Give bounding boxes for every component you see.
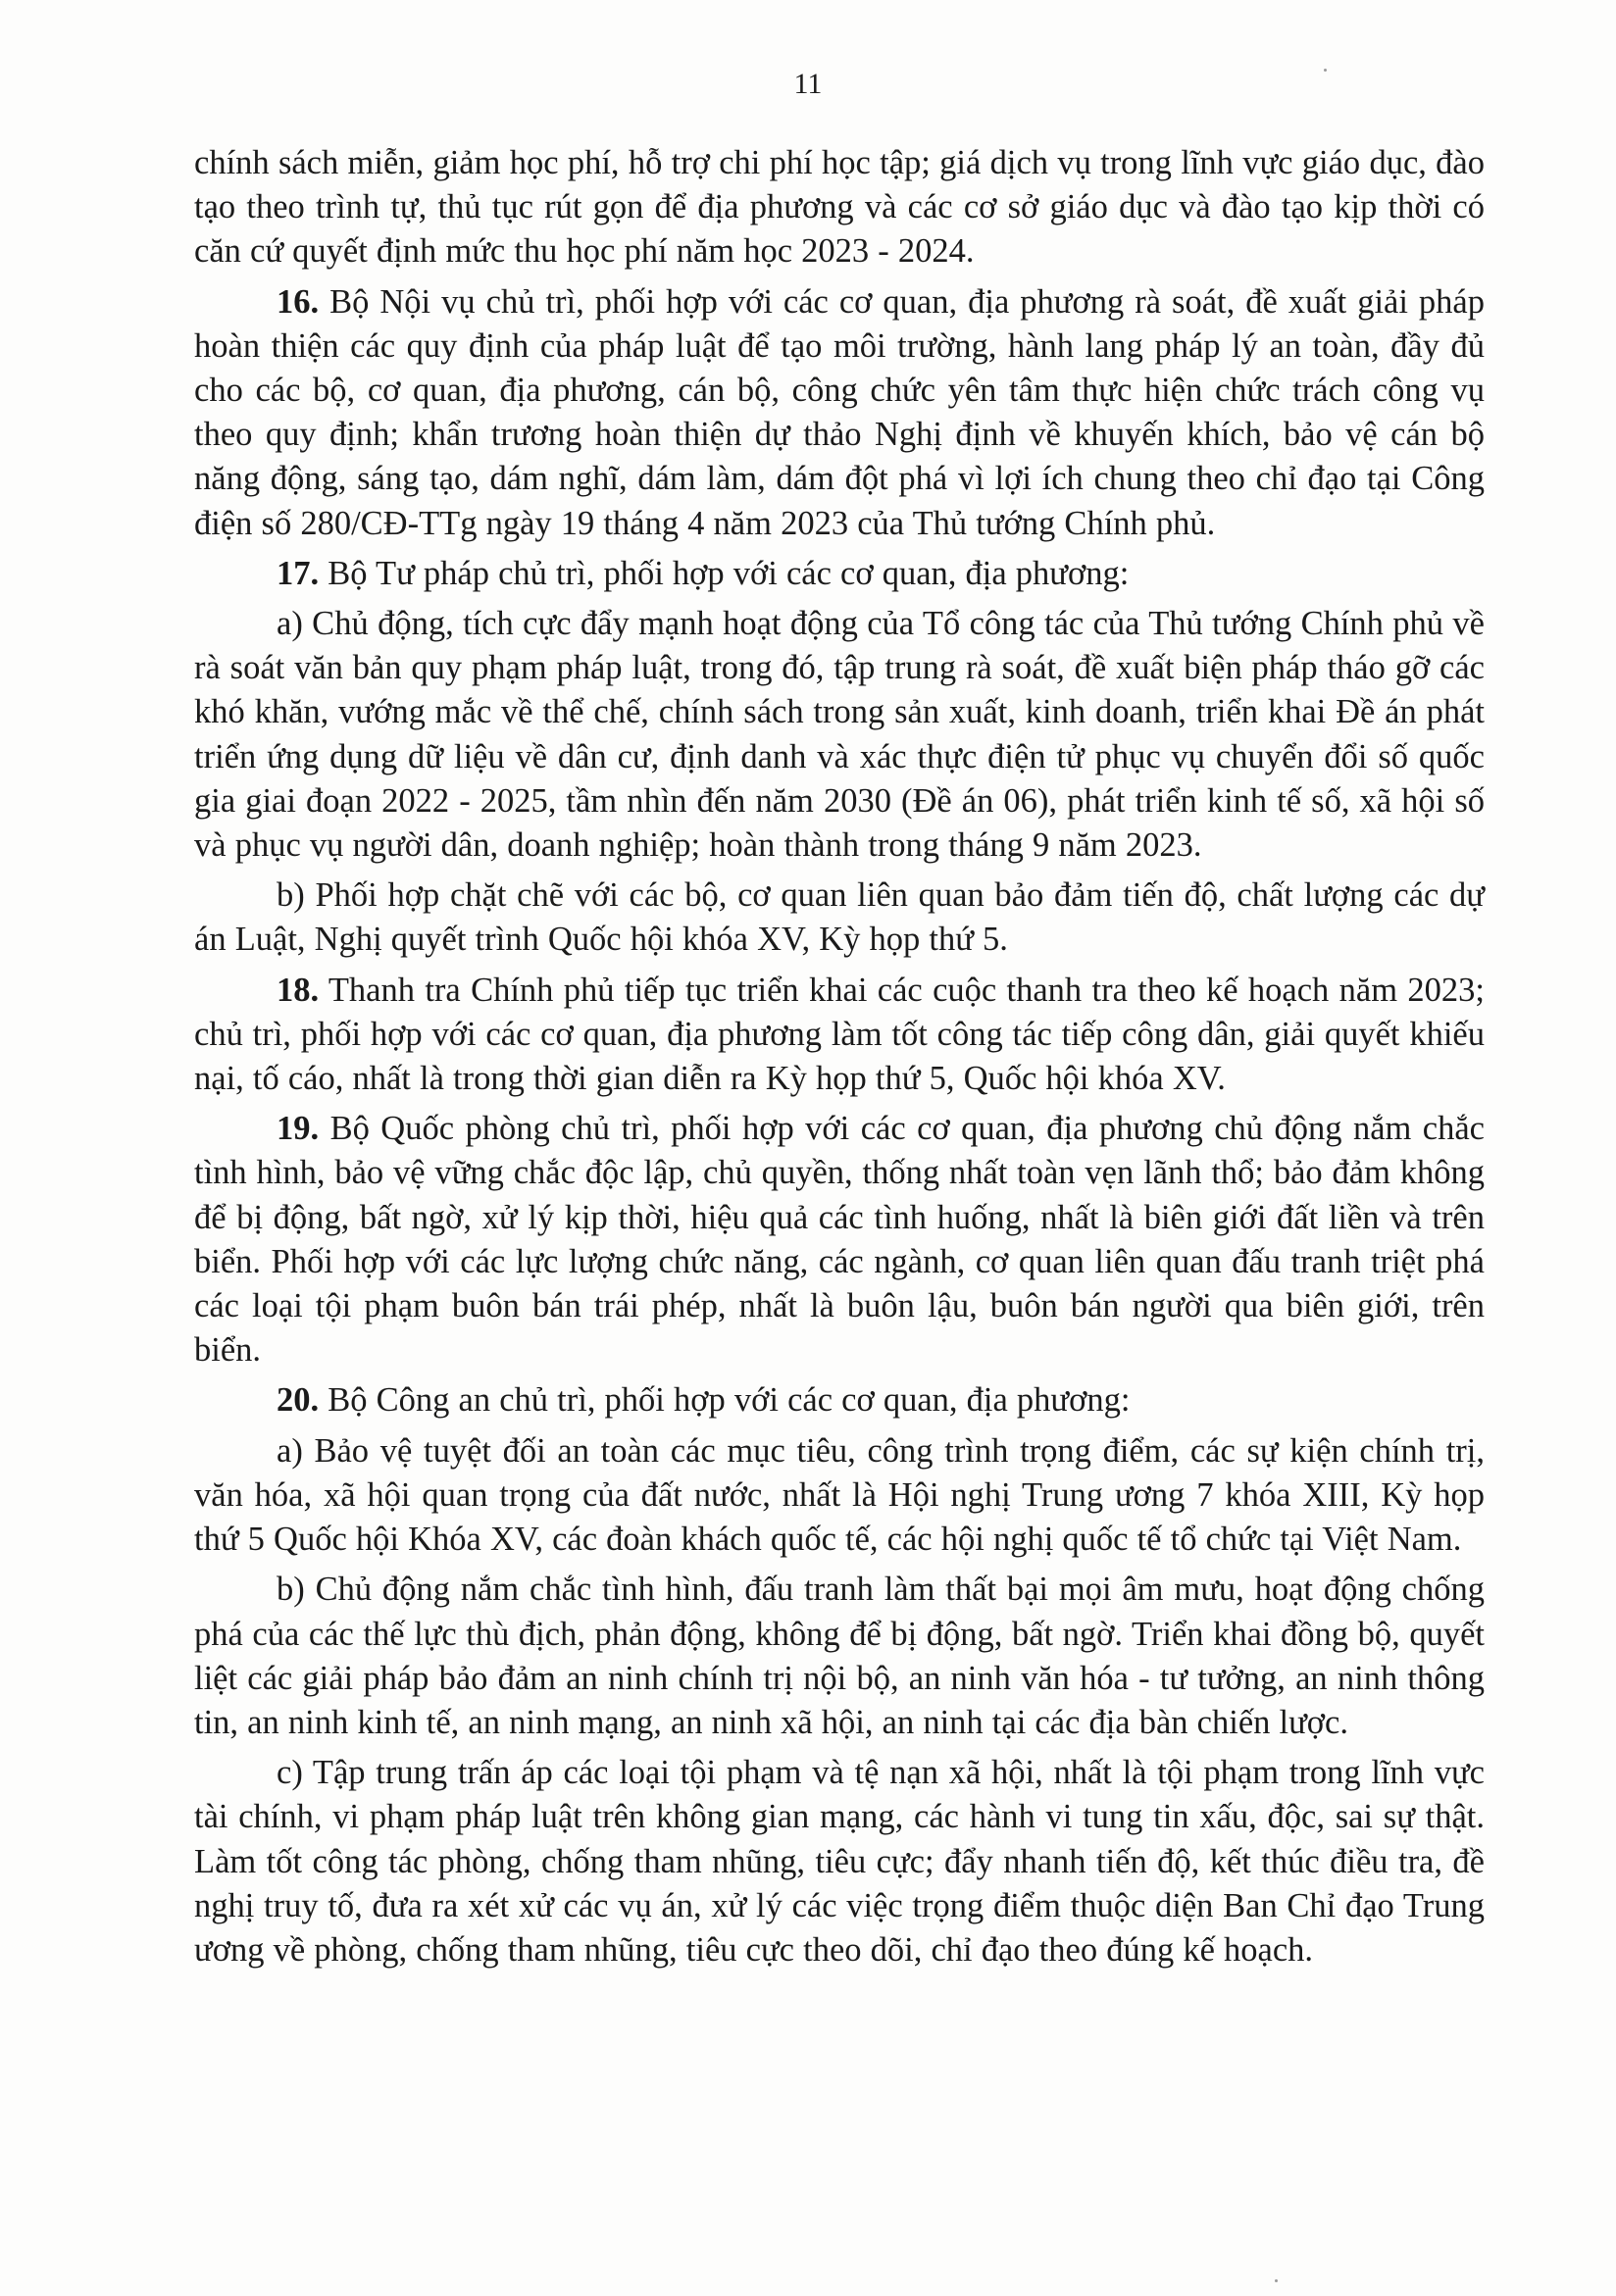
paragraph-item-16: [194, 280, 1485, 546]
paragraph-text: a) Chủ động, tích cực đẩy mạnh hoạt động của Tổ công tác của Thủ tướng Chính phủ về rà soát văn bản quy phạm pháp luật, trong đó, tập trung rà soát, đề xuất biện pháp tháo gỡ các khó khăn, vướng mắc về thể chế, chính sách trong sản xuất, kinh doanh, triển khai Đề án phát triển ứng dụng dữ liệu về dân cư, định danh và xác thực điện tử phục vụ chuyển đổi số quốc gia giai đoạn 2022 - 2025, tầm nhìn đến năm 2030 (Đề án 06), phát triển kinh tế số, xã hội số và phục vụ người dân, doanh nghiệp; hoàn thành trong tháng 9 năm 2023.: [194, 605, 1485, 865]
page-number: 11: [793, 68, 823, 100]
paragraph-item-19: [194, 1107, 1485, 1373]
paragraph-item-17b: [194, 873, 1485, 962]
document-body: [194, 141, 1485, 1972]
item-number: 18.: [277, 971, 320, 1009]
paragraph-item-20b: [194, 1568, 1485, 1745]
paragraph-text: Thanh tra Chính phủ tiếp tục triển khai các cuộc thanh tra theo kế hoạch năm 2023; chủ trì, phối hợp với các cơ quan, địa phương làm tốt công tác tiếp công dân, giải quyết khiếu nại, tố cáo, nhất là trong thời gian diễn ra Kỳ họp thứ 5, Quốc hội khóa XV.: [194, 971, 1485, 1098]
item-number: 17.: [277, 554, 320, 592]
paragraph-item-17a: [194, 602, 1485, 868]
paragraph-text: b) Chủ động nắm chắc tình hình, đấu tranh làm thất bại mọi âm mưu, hoạt động chống phá của các thế lực thù địch, phản động, không để bị động, bất ngờ. Triển khai đồng bộ, quyết liệt các giải pháp bảo đảm an ninh chính trị nội bộ, an ninh văn hóa - tư tưởng, an ninh thông tin, an ninh kinh tế, an ninh mạng, an ninh xã hội, an ninh tại các địa bàn chiến lược.: [194, 1571, 1485, 1741]
paragraph-text: Bộ Công an chủ trì, phối hợp với các cơ quan, địa phương:: [319, 1381, 1131, 1420]
paragraph-text: c) Tập trung trấn áp các loại tội phạm và tệ nạn xã hội, nhất là tội phạm trong lĩnh vực tài chính, vi phạm pháp luật trên không gian mạng, các hành vi tung tin xấu, độc, sai sự thật. Làm tốt công tác phòng, chống tham nhũng, tiêu cực; đẩy nhanh tiến độ, kết thúc điều tra, đề nghị truy tố, đưa ra xét xử các vụ án, xử lý các việc trọng điểm thuộc diện Ban Chỉ đạo Trung ương về phòng, chống tham nhũng, tiêu cực theo dõi, chỉ đạo theo đúng kế hoạch.: [194, 1754, 1485, 1969]
paragraph-text: a) Bảo vệ tuyệt đối an toàn các mục tiêu, công trình trọng điểm, các sự kiện chính trị, văn hóa, xã hội quan trọng của đất nước, nhất là Hội nghị Trung ương 7 khóa XIII, Kỳ họp thứ 5 Quốc hội Khóa XV, các đoàn khách quốc tế, các hội nghị quốc tế tổ chức tại Việt Nam.: [194, 1431, 1485, 1559]
paragraph-text: Bộ Tư pháp chủ trì, phối hợp với các cơ quan, địa phương:: [319, 554, 1130, 592]
paragraph-item-18: [194, 969, 1485, 1102]
paragraph-text: Bộ Quốc phòng chủ trì, phối hợp với các cơ quan, địa phương chủ động nắm chắc tình hình, bảo vệ vững chắc độc lập, chủ quyền, thống nhất toàn vẹn lãnh thổ; bảo đảm không để bị động, bất ngờ, xử lý kịp thời, hiệu quả các tình huống, nhất là biên giới đất liền và trên biển. Phối hợp với các lực lượng chức năng, các ngành, cơ quan liên quan đấu tranh triệt phá các loại tội phạm buôn bán trái phép, nhất là buôn lậu, buôn bán người qua biên giới, trên biển.: [194, 1110, 1485, 1370]
paragraph-text: chính sách miễn, giảm học phí, hỗ trợ chi phí học tập; giá dịch vụ trong lĩnh vực giáo dục, đào tạo theo trình tự, thủ tục rút gọn để địa phương và các cơ sở giáo dục và đào tạo kịp thời có căn cứ quyết định mức thu học phí năm học 2023 - 2024.: [194, 144, 1485, 271]
paragraph-item-20: [194, 1378, 1485, 1423]
item-number: 16.: [277, 282, 320, 321]
paragraph-item-20c: [194, 1751, 1485, 1972]
paragraph-text: b) Phối hợp chặt chẽ với các bộ, cơ quan liên quan bảo đảm tiến độ, chất lượng các dự án Luật, Nghị quyết trình Quốc hội khóa XV, Kỳ họp thứ 5.: [194, 876, 1485, 959]
paragraph-item-17: [194, 552, 1485, 596]
scan-speck: [1275, 2279, 1278, 2282]
paragraph-item-20a: [194, 1429, 1485, 1563]
paragraph-text: Bộ Nội vụ chủ trì, phối hợp với các cơ quan, địa phương rà soát, đề xuất giải pháp hoàn thiện các quy định của pháp luật để tạo môi trường, hành lang pháp lý an toàn, đầy đủ cho các bộ, cơ quan, địa phương, cán bộ, công chức yên tâm thực hiện chức trách công vụ theo quy định; khẩn trương hoàn thiện dự thảo Nghị định về khuyến khích, bảo vệ cán bộ năng động, sáng tạo, dám nghĩ, dám làm, dám đột phá vì lợi ích chung theo chỉ đạo tại Công điện số 280/CĐ-TTg ngày 19 tháng 4 năm 2023 của Thủ tướng Chính phủ.: [194, 282, 1485, 542]
paragraph-continuation: [194, 141, 1485, 275]
item-number: 19.: [277, 1110, 320, 1148]
item-number: 20.: [277, 1381, 320, 1420]
scan-speck: [1324, 69, 1327, 72]
